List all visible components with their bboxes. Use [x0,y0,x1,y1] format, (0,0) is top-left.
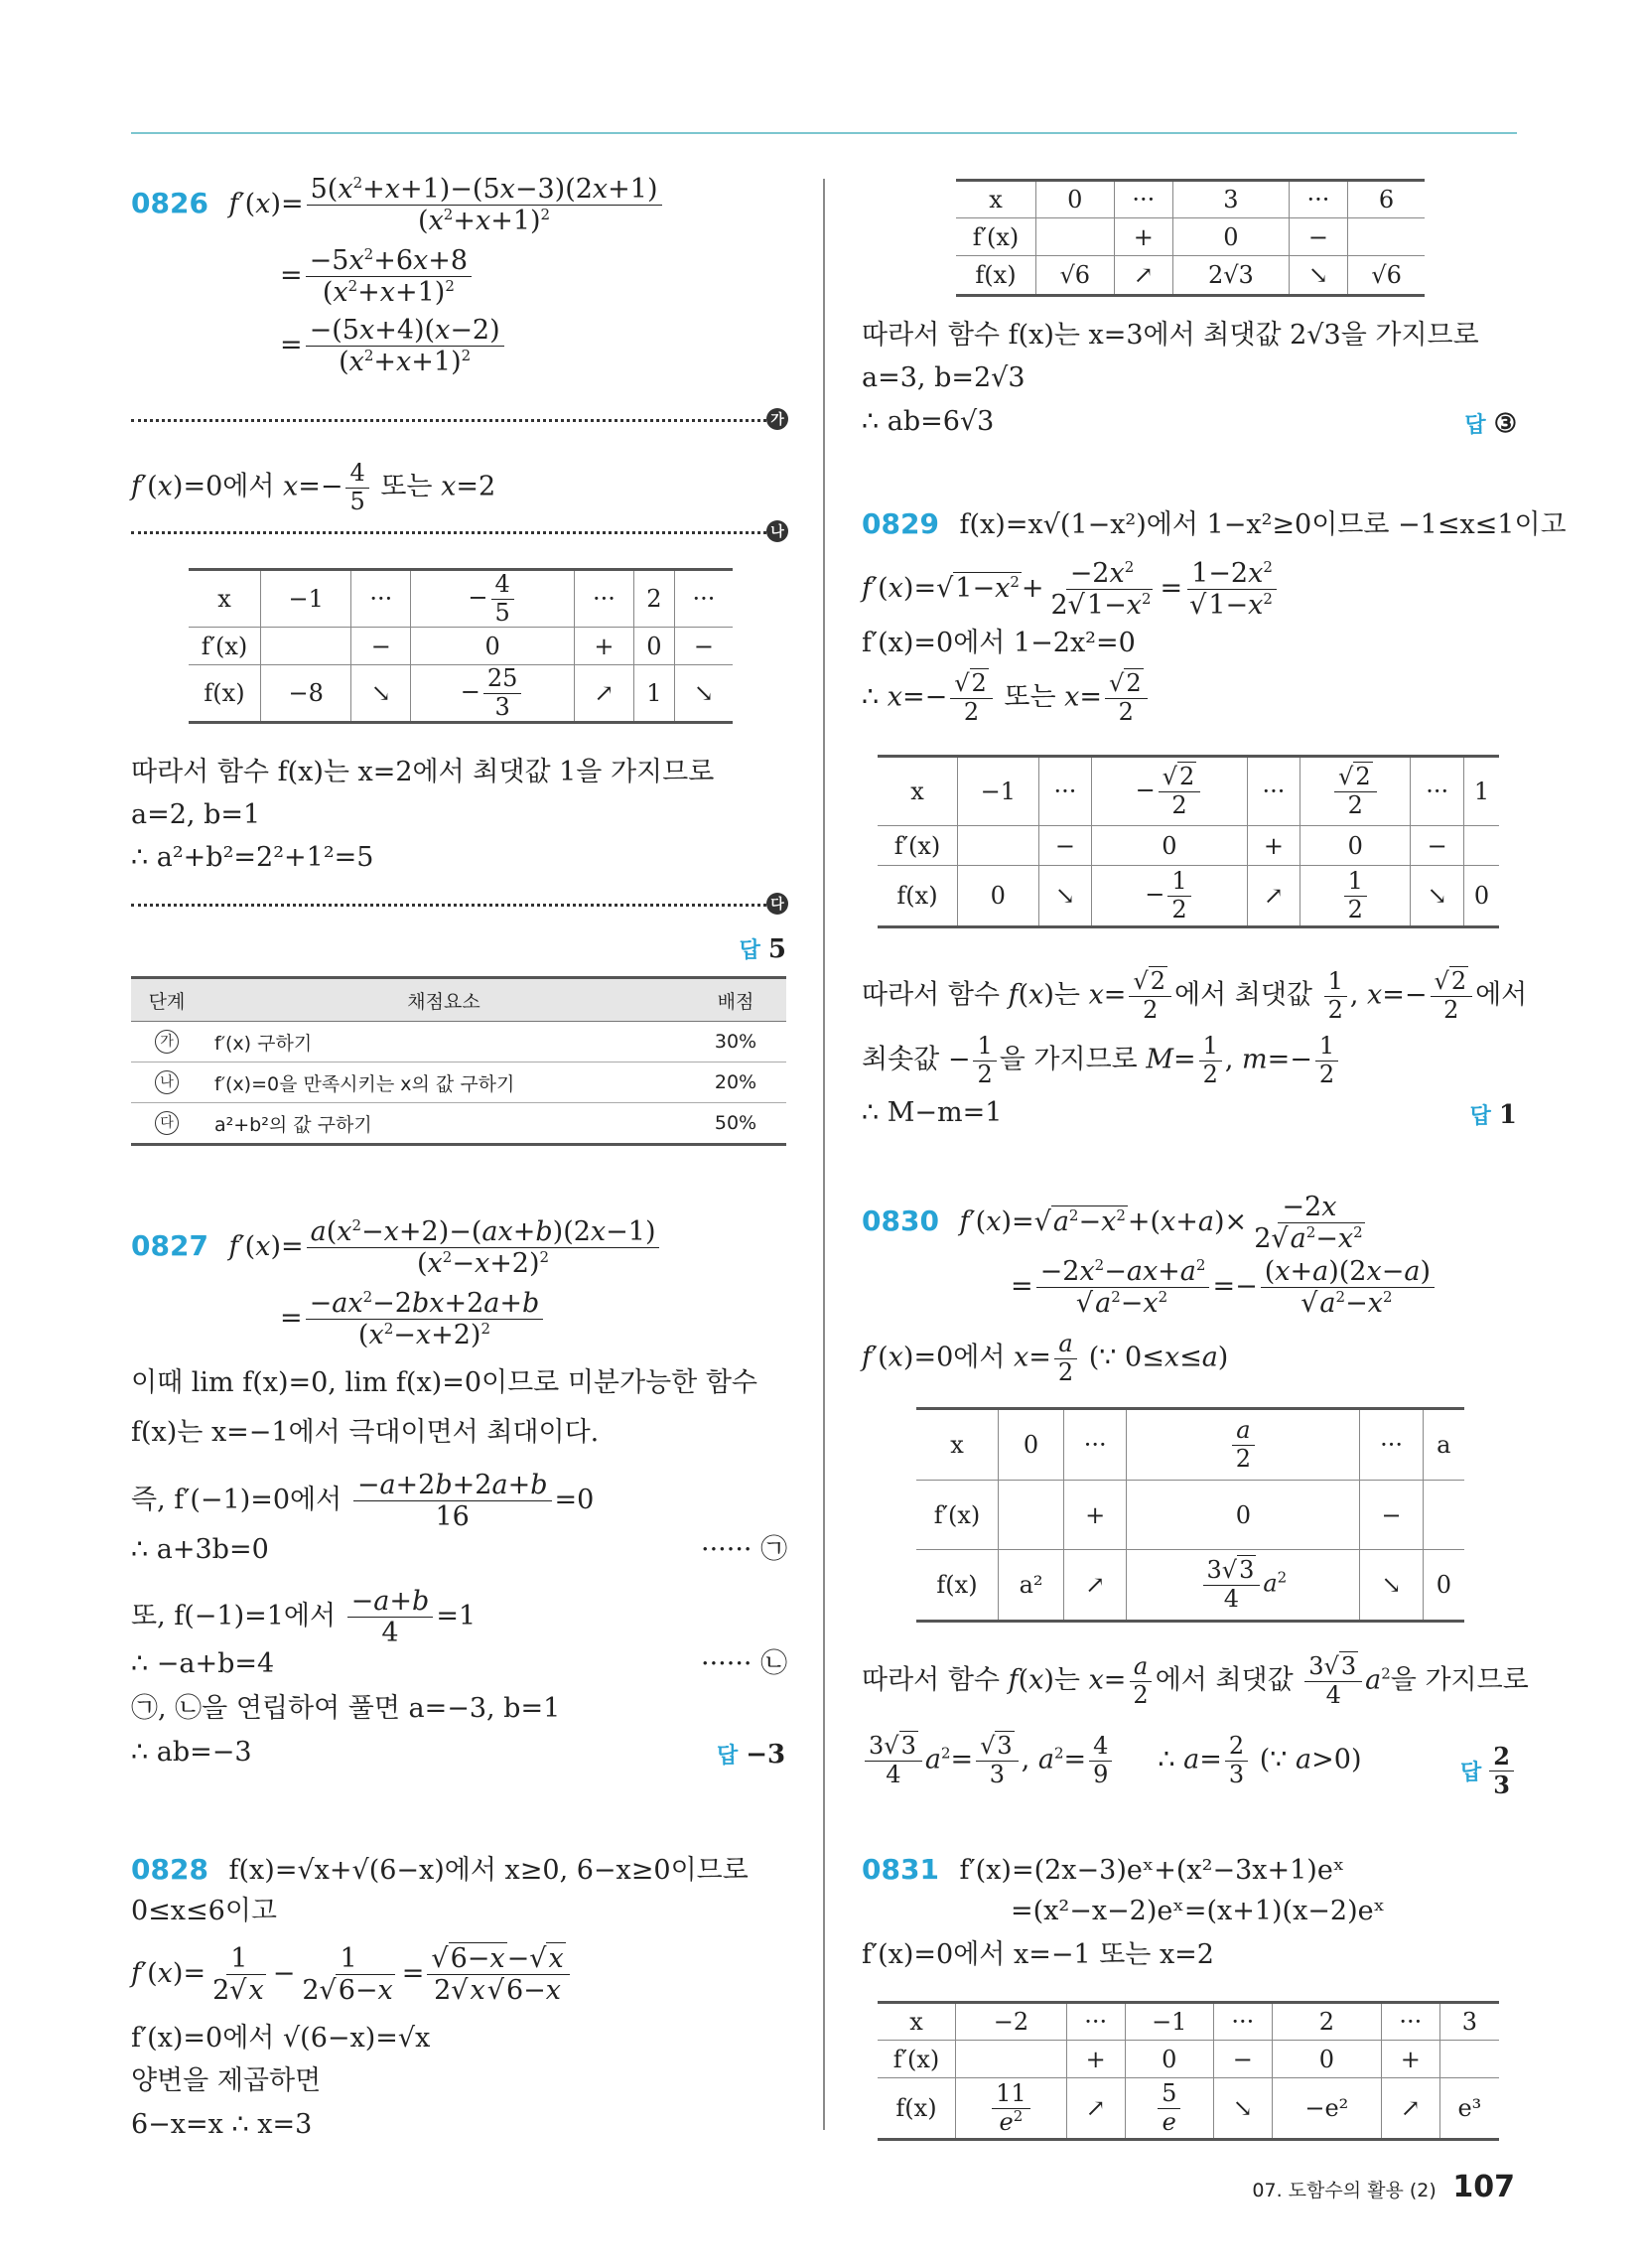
score-header: 채점요소 [203,978,685,1022]
table-cell [999,1481,1064,1550]
table-cell: 3 [1439,2003,1499,2041]
text-line: f′(x)=0에서 √(6−x)=√x [131,2023,431,2054]
table-cell: f′(x) [878,826,958,866]
table-cell: $\frac{√2}{2}$ [1300,757,1411,826]
table-cell: f(x) [956,256,1036,296]
variation-table-0826 [189,568,733,724]
table-cell: 0 [958,866,1039,927]
table-cell: f′(x) [956,218,1036,256]
separator [131,419,766,422]
table-cell: − $\frac{25}{3}$ [411,665,575,723]
table-cell [1036,218,1115,256]
table-cell: 0 [1300,826,1411,866]
step-mark-ga: 가 [766,408,788,430]
conclusion-line: 따라서 함수 f(x)는 x= $\frac{a}{2}$ 에서 최댓값 $\frac{3√3}{4}$ $a^2$을 가지므로 [862,1652,1529,1709]
conclusion-line: 따라서 함수 f(x)는 x=3에서 최댓값 2√3을 가지므로 [862,320,1479,351]
text-line: f′(x)=0에서 1−2x²=0 [862,628,1136,658]
table-cell: f(x) [878,866,958,927]
table-cell: ↘ [1360,1550,1423,1622]
table-cell: 0 [633,628,674,665]
table-cell: − [351,628,411,665]
conclusion-line: $\frac{3√3}{4}$ $a^2=$ $\frac{√3}{3}$ , $a^2=$ $\frac{4}{9}$ ∴ a= $\frac{2}{3}$ (∵ a>0) [862,1733,1361,1788]
text-line: 양변을 제곱하면 [131,2065,322,2096]
table-cell: √6 [1348,256,1425,296]
table-cell: ↗ [1064,1550,1127,1622]
table-cell: 2 [1272,2003,1381,2041]
table-cell: f′(x) [189,628,261,665]
text-line: ∴ ab=−3 [131,1737,252,1768]
conclusion-line: ∴ M−m=1 [862,1097,1003,1128]
table-cell: 0 [411,628,575,665]
problem-number: 0828 [131,1853,208,1886]
separator [131,531,766,534]
text-line: f(x)=√x+√(6−x)에서 x≥0, 6−x≥0이므로 [228,1855,749,1886]
score-points: 50% [685,1103,786,1145]
step-label: 가 [155,1030,179,1054]
table-cell: − $\frac{1}{2}$ [1092,866,1247,927]
table-cell [1423,1481,1464,1550]
answer-0827: 답 −3 [717,1740,786,1770]
step-label: 다 [155,1111,179,1135]
table-cell: + [1064,1481,1127,1550]
conclusion-line: a=2, b=1 [131,799,261,830]
top-rule [131,132,1517,134]
conclusion-line: ∴ a²+b²=2²+1²=5 [131,842,374,873]
separator [131,904,766,907]
table-cell: + [1114,218,1172,256]
text-line: 또, f(−1)=1에서 [131,1601,337,1632]
table-cell [958,826,1039,866]
table-cell: + [574,628,633,665]
table-cell [1464,826,1499,866]
conclusion-line: ∴ ab=6√3 [862,406,995,437]
conclusion-line: 따라서 함수 f(x)는 x= $\frac{√2}{2}$ 에서 최댓값 $\frac{1}{2}$ , x=− $\frac{√2}{2}$ 에서 [862,967,1528,1024]
table-cell: + [1066,2041,1125,2078]
conclusion-line: a=3, b=2√3 [862,362,1026,393]
text-line: =(x²−x−2)eˣ=(x+1)(x−2)eˣ [1011,1896,1386,1926]
table-cell: 3 [1173,181,1290,218]
table-cell: ··· [351,570,411,628]
limit-line: 이때 lim f(x)=0, lim f(x)=0이므로 미분가능한 함수 [131,1367,757,1398]
table-cell: ↗ [1066,2078,1125,2140]
table-cell: ··· [1360,1409,1423,1481]
table-cell: ··· [1064,1409,1127,1481]
table-cell: x [878,2003,956,2041]
table-cell: ··· [1247,757,1300,826]
table-cell: ↗ [1247,866,1300,927]
table-cell: $\frac{11}{e^2}$ [956,2078,1067,2140]
score-desc: a²+b²의 값 구하기 [203,1103,685,1145]
table-cell: x [916,1409,999,1481]
table-cell: −1 [958,757,1039,826]
table-cell: f′(x) [878,2041,956,2078]
variation-table-0829 [878,755,1499,928]
text-line: f′(x)=(2x−3)eˣ+(x²−3x+1)eˣ [959,1855,1345,1886]
problem-number: 0829 [862,507,939,540]
text-line: 0≤x≤6이고 [131,1896,277,1926]
answer-0829: 답 1 [1469,1100,1517,1130]
table-cell: −e² [1272,2078,1381,2140]
step-mark-da: 다 [766,893,788,915]
table-cell: f(x) [878,2078,956,2140]
table-cell: ↘ [674,665,733,723]
problem-number: 0831 [862,1853,939,1886]
table-cell: a [1423,1409,1464,1481]
text-line: f(x)=x√(1−x²)에서 1−x²≥0이므로 −1≤x≤1이고 [959,509,1567,540]
table-cell: 2 [633,570,674,628]
table-cell: ··· [1114,181,1172,218]
table-cell: 0 [999,1409,1064,1481]
table-cell: f(x) [916,1550,999,1622]
table-cell: ··· [1411,757,1464,826]
equation-label: ······ ㉡ [701,1648,788,1679]
page-number: 107 [1452,2170,1515,2204]
table-cell: −8 [261,665,351,723]
answer-0830: 답 $\frac{2}{3}$ [1460,1743,1517,1798]
score-points: 20% [685,1063,786,1103]
step-mark-na: 나 [766,520,788,542]
table-cell: + [1247,826,1300,866]
table-cell: a² [999,1550,1064,1622]
table-cell [1439,2041,1499,2078]
table-cell: ↘ [1213,2078,1272,2140]
table-cell: ↗ [1114,256,1172,296]
table-cell: 1 [633,665,674,723]
table-cell: x [956,181,1036,218]
table-cell: −1 [261,570,351,628]
table-cell: − [1411,826,1464,866]
table-cell: −2 [956,2003,1067,2041]
table-cell: ··· [674,570,733,628]
variation-table-0828 [956,179,1425,297]
table-cell: 6 [1348,181,1425,218]
table-cell: $\frac{3√3}{4}$ $a^2$ [1127,1550,1360,1622]
table-cell: $\frac{1}{2}$ [1300,866,1411,927]
table-cell: 0 [1127,1481,1360,1550]
table-cell: − [1038,826,1092,866]
score-header: 단계 [131,978,203,1022]
table-cell: 0 [1423,1550,1464,1622]
table-cell: − $\frac{4}{5}$ [411,570,575,628]
score-desc: f′(x)=0을 만족시키는 x의 값 구하기 [203,1063,685,1103]
table-cell [956,2041,1067,2078]
text-line: 6−x=x ∴ x=3 [131,2109,313,2140]
table-cell: 0 [1125,2041,1213,2078]
table-cell: 0 [1272,2041,1381,2078]
equation-label: ······ ㉠ [701,1534,788,1565]
table-cell: ··· [1066,2003,1125,2041]
table-cell: − $\frac{√2}{2}$ [1092,757,1247,826]
variation-table-0830 [916,1407,1464,1623]
table-cell: − [674,628,733,665]
text-line: f′(x)=0에서 x=−1 또는 x=2 [862,1939,1214,1970]
table-cell: x [189,570,261,628]
variation-table-0831 [878,2001,1499,2141]
conclusion-line: 최솟값 − $\frac{1}{2}$ 을 가지므로 M= $\frac{1}{2}$ , m=− $\frac{1}{2}$ [862,1033,1341,1088]
table-cell: − [1360,1481,1423,1550]
table-cell: √6 [1036,256,1115,296]
problem-number: 0827 [131,1229,208,1263]
chapter-title: 07. 도함수의 활용 (2) [1252,2180,1437,2201]
table-cell: + [1382,2041,1440,2078]
score-desc: f′(x) 구하기 [203,1022,685,1063]
table-cell: 0 [1173,218,1290,256]
text-line: ∴ a+3b=0 [131,1534,269,1565]
text-line: ∴ −a+b=4 [131,1648,275,1679]
table-cell: ↗ [574,665,633,723]
text-line: ㉠, ㉡을 연립하여 풀면 a=−3, b=1 [131,1693,561,1724]
table-cell: − [1289,218,1347,256]
table-cell: f(x) [189,665,261,723]
table-cell: ↘ [1289,256,1347,296]
page-footer [1252,2170,1515,2204]
table-cell: ↗ [1382,2078,1440,2140]
table-cell: $\frac{a}{2}$ [1127,1409,1360,1481]
answer-0826: 답 5 [739,934,786,964]
table-cell [261,628,351,665]
step-label: 나 [155,1070,179,1094]
table-cell: 0 [1092,826,1247,866]
table-cell: ↘ [1038,866,1092,927]
table-cell: f′(x) [916,1481,999,1550]
table-cell: ··· [1382,2003,1440,2041]
table-cell: 1 [1464,757,1499,826]
table-cell: ··· [1213,2003,1272,2041]
scoring-table [131,976,786,1146]
table-cell: ··· [1289,181,1347,218]
table-cell: $\frac{5}{e}$ [1125,2078,1213,2140]
critical-points-line: f′(x)=0에서 x=− $\frac{4}{5}$ 또는 x=2 [131,459,496,515]
text-line: f(x)는 x=−1에서 극대이면서 최대이다. [131,1417,600,1448]
table-cell: −1 [1125,2003,1213,2041]
table-cell: x [878,757,958,826]
conclusion-line: 따라서 함수 f(x)는 x=2에서 최댓값 1을 가지므로 [131,757,715,787]
table-cell: 2√3 [1173,256,1290,296]
table-cell: − [1213,2041,1272,2078]
score-header: 배점 [685,978,786,1022]
table-cell [1348,218,1425,256]
table-cell: 0 [1464,866,1499,927]
answer-0828: 답 ③ [1464,409,1517,439]
text-line: 즉, f′(−1)=0에서 [131,1485,342,1516]
column-divider [823,179,825,2130]
problem-number: 0826 [131,187,208,220]
table-cell: ↘ [1411,866,1464,927]
table-cell: 0 [1036,181,1115,218]
score-points: 30% [685,1022,786,1063]
table-cell: e³ [1439,2078,1499,2140]
table-cell: ··· [574,570,633,628]
table-cell: ↘ [351,665,411,723]
problem-number: 0830 [862,1205,939,1238]
table-cell: ··· [1038,757,1092,826]
